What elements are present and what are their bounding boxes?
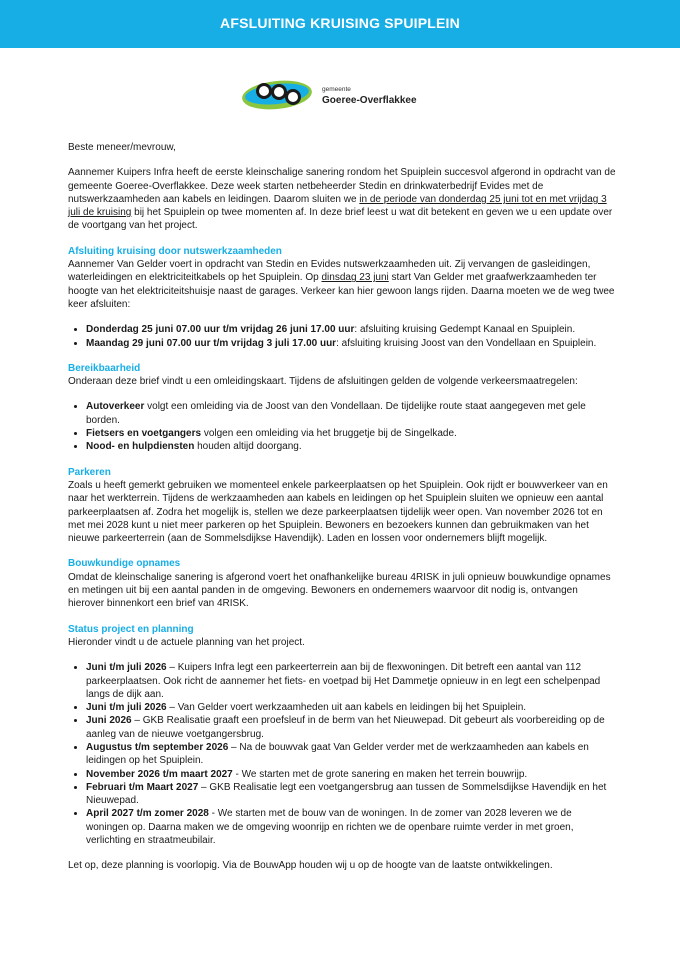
section-heading-surveys: Bouwkundige opnames bbox=[68, 558, 181, 570]
accessibility-list bbox=[68, 400, 616, 453]
list-item bbox=[86, 781, 616, 808]
list-item bbox=[86, 427, 616, 440]
list-item bbox=[86, 701, 616, 714]
header-banner bbox=[0, 0, 680, 48]
list-item bbox=[86, 768, 616, 781]
list-item-text: – Kuipers Infra legt een parkeerterrein aan bij de flexwoningen. Dit betreft een aantal van 112 parkeerplaatsen. Ook richt de aannemer het fiets- en voetpad bij Het Dammetje opnieuw in en legt een schelpenpad langs de dijk aan. bbox=[86, 662, 601, 700]
intro-text-1: Aannemer Kuipers Infra heeft de eerste kleinschalige sanering rondom het Spuiplein succesvol afgerond in opdracht van de gemeente Goeree-Overflakkee. Deze week starten netbeheerder Stedin en drinkwaterbedrijf Evides met de nutswerkzaamheden aan kabels en leidingen. Daarom sluiten we bbox=[68, 167, 616, 205]
section-heading-closure: Afsluiting kruising door nutswerkzaamheden bbox=[68, 245, 282, 257]
list-item-text: : afsluiting kruising Gedempt Kanaal en Spuiplein. bbox=[354, 324, 576, 336]
list-item bbox=[86, 807, 616, 847]
list-item-bold: Autoverkeer bbox=[86, 401, 145, 413]
list-item bbox=[86, 323, 616, 336]
municipality-logo bbox=[240, 78, 417, 112]
list-item-bold: Maandag 29 juni 07.00 uur t/m vrijdag 3 juli 17.00 uur bbox=[86, 337, 337, 349]
list-item-bold: Juni 2026 bbox=[86, 715, 132, 727]
greeting: Beste meneer/mevrouw, bbox=[68, 142, 176, 153]
list-item-bold: Juni t/m juli 2026 bbox=[86, 702, 167, 714]
list-item bbox=[86, 661, 616, 701]
section-heading-parking: Parkeren bbox=[68, 466, 111, 478]
list-item-bold: November 2026 t/m maart 2027 bbox=[86, 768, 233, 780]
section-heading-accessibility: Bereikbaarheid bbox=[68, 362, 141, 374]
list-item-text: - We starten met de bouw van de woningen. In de zomer van 2028 leveren we de woningen op. Daarna maken we de omgeving woonrijp en richten we de openbare ruimte verder in met groen, verlichting en straatmeubilair. bbox=[86, 808, 574, 847]
list-item-text: volgen een omleiding via het bruggetje bij de Singelkade. bbox=[201, 428, 457, 440]
section-heading-planning: Status project en planning bbox=[68, 623, 194, 635]
logo-small-text: gemeente bbox=[322, 86, 351, 93]
surveys-paragraph: Omdat de kleinschalige sanering is afgerond voert het onafhankelijke bureau 4RISK in juli opnieuw bouwkundige opnames en metingen uit bij een aantal panden in de omgeving. Bewoners en ondernemers waarvoor dit nodig is, ontvangen hierover binnenkort een brief van 4RISK. bbox=[68, 571, 611, 610]
closure-underlined: dinsdag 23 juni bbox=[321, 272, 389, 284]
closure-list bbox=[68, 323, 616, 350]
list-item-bold: Februari t/m Maart 2027 bbox=[86, 781, 199, 793]
parking-paragraph: Zoals u heeft gemerkt gebruiken we momenteel enkele parkeerplaatsen op het Spuiplein. Ook rijdt er bouwverkeer van en naar het werkterrein. Tijdens de werkzaamheden aan kabels en leidingen op het Spuiplein sluiten we opnieuw een aantal parkeerplaatsen af. Zodra het mogelijk is, stellen we deze parkeerplaatsen tijdelijk weer open. Van november 2026 tot en met mei 2028 kunt u niet meer parkeren op het Spuiplein. Bewoners en bezoekers kunnen dan gebruikmaken van het nieuwe parkeerterrein (aan de Sommelsdijkse Havendijk). Laden en lossen voor ondernemers blijft mogelijk. bbox=[68, 479, 608, 545]
intro-paragraph bbox=[68, 166, 616, 232]
list-item bbox=[86, 440, 616, 453]
list-item-text: – Van Gelder voert werkzaamheden uit aan kabels en leidingen bij het Spuiplein. bbox=[166, 702, 527, 714]
list-item-text: - We starten met de grote sanering en maken het terrein bouwrijp. bbox=[232, 768, 528, 780]
planning-list bbox=[68, 661, 616, 847]
list-item bbox=[86, 400, 616, 427]
page-title: AFSLUITING KRUISING SPUIPLEIN bbox=[220, 15, 460, 32]
planning-paragraph: Hieronder vindt u de actuele planning van het project. bbox=[68, 636, 305, 648]
closure-paragraph bbox=[68, 258, 616, 311]
closing-note: Let op, deze planning is voorlopig. Via de BouwApp houden wij u op de hoogte van de laatste ontwikkelingen. bbox=[68, 860, 553, 872]
list-item-bold: Juni t/m juli 2026 bbox=[86, 662, 167, 674]
list-item-bold: Nood- en hulpdiensten bbox=[86, 441, 195, 453]
list-item-bold: Donderdag 25 juni 07.00 uur t/m vrijdag 26 juni 17.00 uur bbox=[86, 324, 355, 336]
list-item-bold: Fietsers en voetgangers bbox=[86, 428, 202, 440]
intro-text-2: bij het Spuiplein op twee momenten af. In deze brief leest u wat dit betekent en geven we u een update over de voortgang van het project. bbox=[68, 207, 613, 232]
list-item-text: – GKB Realisatie graaft een proefsleuf in de berm van het Nieuwepad. Dit gebeurt als voorbereiding op de aanleg van de nieuwe voetgangersbrug. bbox=[86, 715, 605, 740]
closure-text-2: start Van Gelder met graafwerkzaamheden ter hoogte van het elektriciteitshuisje naast de garages. Verkeer kan hier gewoon langs rijden. Daarna moeten we de weg twee keer afsluiten: bbox=[68, 272, 615, 310]
list-item-text: volgt een omleiding via de Joost van den Vondellaan. De tijdelijke route staat aangegeven met gele borden. bbox=[86, 401, 586, 426]
logo-icon bbox=[240, 78, 314, 112]
closure-text-1: Aannemer Van Gelder voert in opdracht van Stedin en Evides nutswerkzaamheden uit. Zij vervangen de gasleidingen, waterleidingen en elektriciteitkabels op het Spuiplein. Op bbox=[68, 259, 591, 284]
intro-underlined: in de periode van donderdag 25 juni tot en met vrijdag 3 juli de kruising bbox=[68, 193, 607, 219]
list-item-bold: Augustus t/m september 2026 bbox=[86, 741, 229, 753]
list-item bbox=[86, 741, 616, 768]
list-item-text: houden altijd doorgang. bbox=[194, 441, 302, 453]
logo-main-text: Goeree-Overflakkee bbox=[322, 95, 417, 106]
letter-body bbox=[68, 141, 616, 885]
list-item-text: : afsluiting kruising Joost van den Vondellaan en Spuiplein. bbox=[336, 337, 597, 349]
list-item-text: – GKB Realisatie legt een voetgangersbrug aan tussen de Sommelsdijkse Havendijk en het Nieuwepad. bbox=[86, 781, 607, 807]
list-item-text: – Na de bouwvak gaat Van Gelder verder met de werkzaamheden aan kabels en leidingen op het Spuiplein. bbox=[86, 741, 589, 767]
accessibility-paragraph: Onderaan deze brief vindt u een omleidingskaart. Tijdens de afsluitingen gelden de volgende verkeersmaatregelen: bbox=[68, 376, 578, 388]
list-item bbox=[86, 714, 616, 741]
list-item bbox=[86, 337, 616, 350]
list-item-bold: April 2027 t/m zomer 2028 bbox=[86, 808, 209, 820]
logo-text bbox=[322, 84, 417, 106]
